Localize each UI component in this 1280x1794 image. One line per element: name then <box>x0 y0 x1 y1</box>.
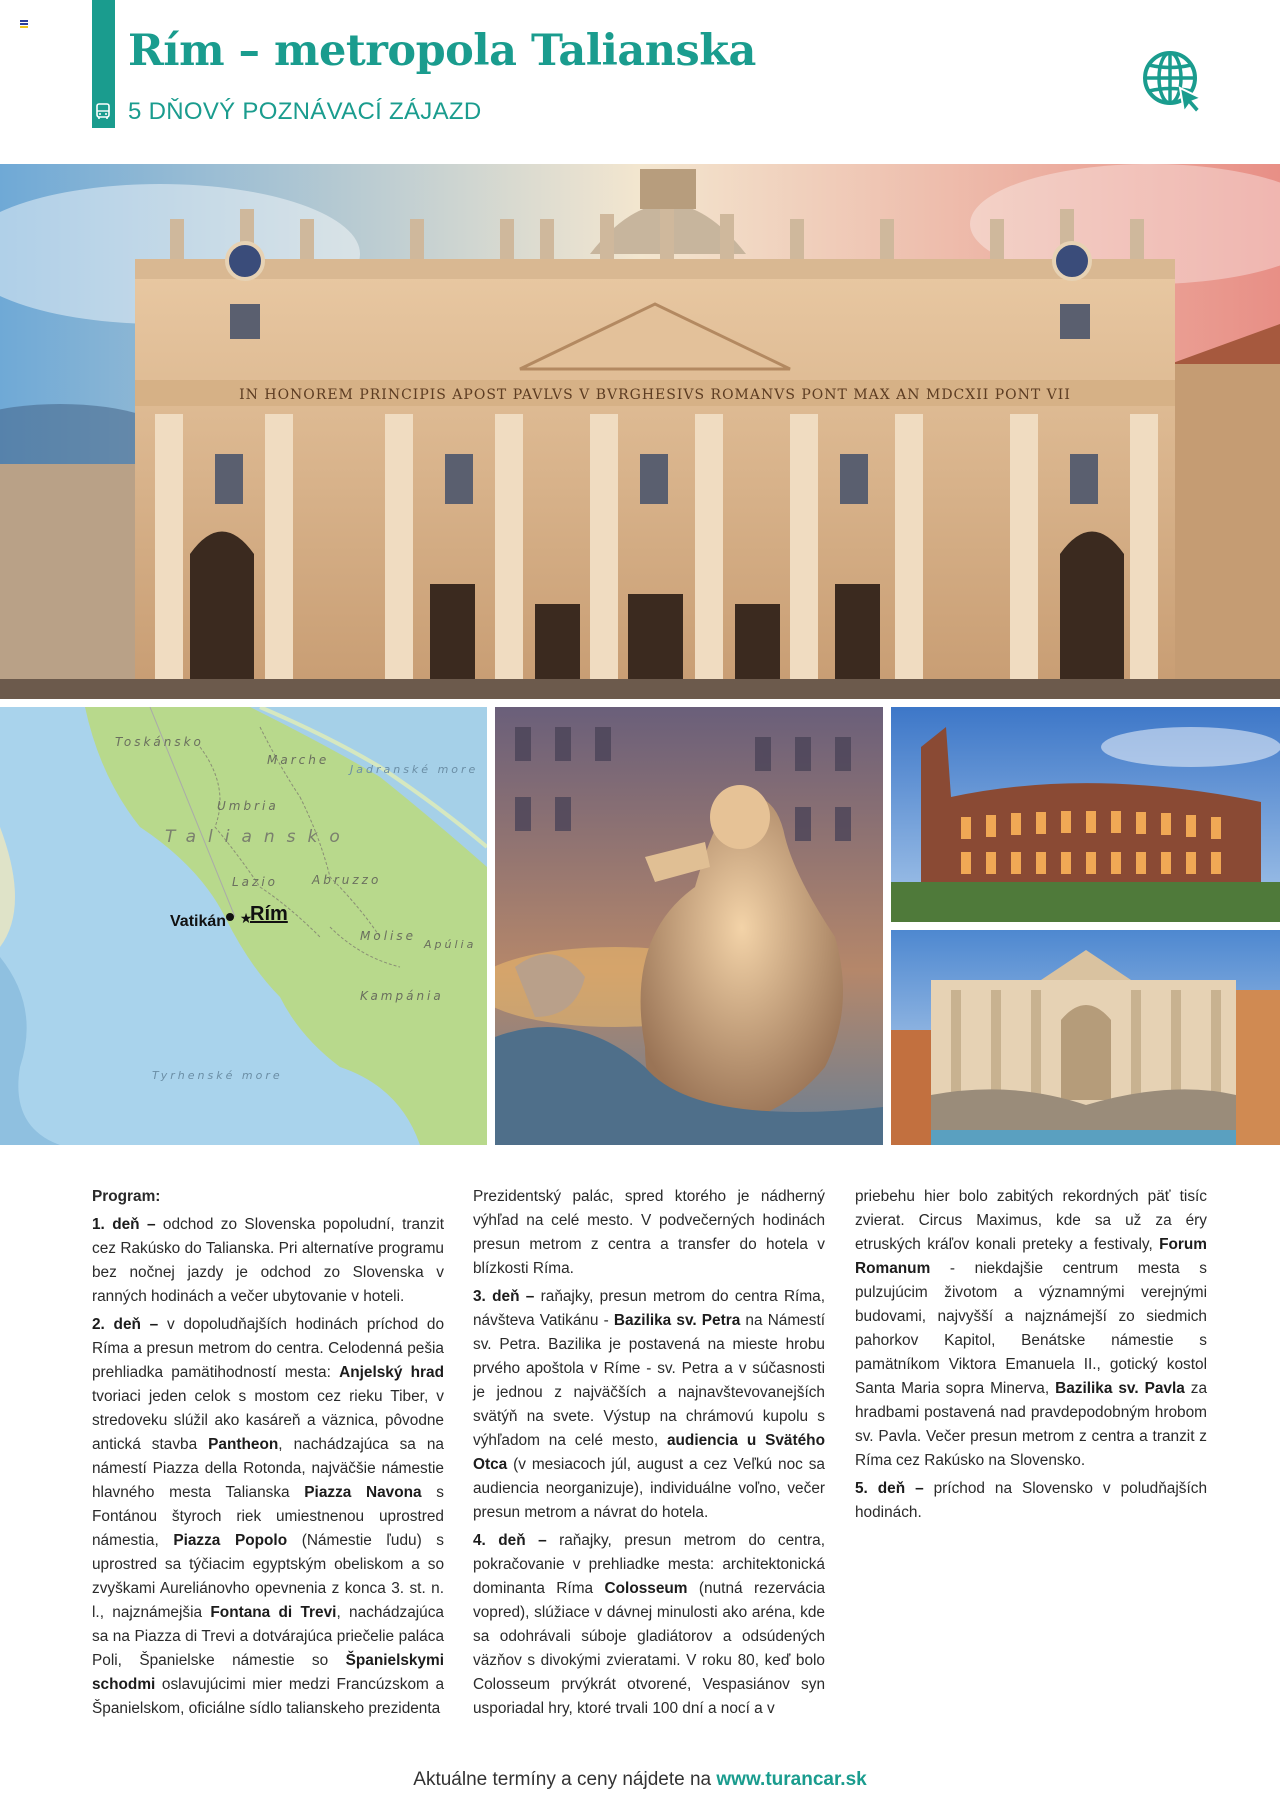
program-day-3: 3. deň – raňajky, presun metrom do centra Ríma, návšteva Vatikánu - Bazilika sv. Petra na Námestí sv. Petra. Bazilika je postavená na mieste hrobu prvého apoštola v Ríme - sv. Petra a v súčasnosti je jednou z najväčších a najnavštevovanejších svätýň na svete. Výstup na chrámovú kupolu s výhľadom na celé mesto, audiencia u Svätého Otca (v mesiacoch júl, august a cez Veľkú noc sa audiencia neorganizuje), individuálne voľno, večer presun metrom a návrat do hotela. <box>473 1288 825 1521</box>
map-label-apulia: Apúlia <box>424 938 477 951</box>
footer-website-link[interactable]: www.turancar.sk <box>716 1769 867 1790</box>
program-day-1: 1. deň – odchod zo Slovenska popoludní, tranzit cez Rakúsko do Talianska. Pri alternatíve programu bez nočnej jazdy je odchod zo Slovenska v ranných hodinách a večer ubytovanie v hoteli. <box>92 1216 445 1305</box>
map-central-italy <box>0 707 487 1145</box>
map-label-umbria: Umbria <box>217 799 279 813</box>
page-subtitle: 5 DŇOVÝ POZNÁVACÍ ZÁJAZD <box>128 98 482 125</box>
map-label-molise: Molise <box>360 929 416 943</box>
program-column-1 <box>92 1185 444 1725</box>
program-day-2-continued: Prezidentský palác, spred ktorého je nádherný výhľad na celé mesto. V podvečerných hodinách presun metrom z centra a transfer do hotela v blízkosti Ríma. <box>473 1188 825 1277</box>
program-day-4: 4. deň – raňajky, presun metrom do centra, pokračovanie v prehliadke mesta: architektonická dominanta Ríma Colosseum (nutná rezervácia vopred), slúžiace v dávnej minulosti ako aréna, kde sa odohrávali súboje gladiátorov a odsúdených väzňov s divokými zvieratami. V roku 80, keď bolo Colosseum prvýkrát otvorené, Vespasiánov syn usporiadal hry, ktoré trvali 100 dní a nocí a v <box>473 1532 826 1717</box>
map-label-abruzzo: Abruzzo <box>312 873 382 887</box>
map-label-kampania: Kampánia <box>360 989 444 1003</box>
page-title: Rím – metropola Talianska <box>128 26 756 76</box>
footer-text: Aktuálne termíny a ceny nájdete na <box>413 1769 717 1790</box>
program-column-2 <box>473 1185 825 1725</box>
photo-fountain-statue <box>495 707 883 1145</box>
facade-inscription: IN HONOREM PRINCIPIS APOST PAVLVS V BVRGHESIVS ROMANVS PONT MAX AN MDCXII PONT VII <box>239 387 1071 403</box>
globe-cursor-icon[interactable] <box>1140 48 1210 118</box>
map-label-taliansko: Taliansko <box>165 827 352 847</box>
map-label-lazio: Lazio <box>232 875 279 889</box>
photo-colosseum <box>891 707 1280 922</box>
map-label-marche: Marche <box>267 753 330 767</box>
hero-image-st-peters-basilica <box>0 164 1280 699</box>
program-label: Program: <box>92 1188 161 1205</box>
program-day-4-continued: priebehu hier bolo zabitých rekordných päť tisíc zvierat. Circus Maximus, kde sa už za éry etruských kráľov konali preteky a festivaly, Forum Romanum - niekdajšie centrum mesta s pulzujúcim životom a významnými verejnými budovami, najvyšší a najznámejší zo siedmich pahorkov Kapitol, Benátske námestie s pamätníkom Viktora Emanuela II., gotický kostol Santa Maria sopra Minerva, Bazilika sv. Pavla za hradbami postavená nad pravdepodobným hrobom sv. Pavla. Večer presun metrom z centra a tranzit z Ríma cez Rakúsko na Slovensko. <box>855 1188 1208 1469</box>
footer-note <box>0 1769 1280 1791</box>
map-label-jadranske-more: Jadranské more <box>350 763 479 776</box>
map-label-toskansko: Toskánsko <box>115 735 204 749</box>
flag-icon <box>20 20 28 28</box>
svg-text:★: ★ <box>239 910 253 926</box>
program-day-2: 2. deň – v dopoludňajších hodinách príchod do Ríma a presun metrom do centra. Celodenná pešia prehliadka pamätihodností mesta: Anjelský hrad tvoriaci jeden celok s mostom cez rieku Tiber, v stredoveku slúžil ako kasáreň a väznica, pôvodne antická stavba Pantheon, nachádzajúca sa na námestí Piazza della Rotonda, najväčšie námestie hlavného mesta Talianska Piazza Navona s Fontánou štyroch riek umiestnenou uprostred námestia, Piazza Popolo (Námestie ľudu) s uprostred sa týčiacim egyptským obeliskom a so zvyškami Aureliánovho opevnenia z konca 3. st. n. l., najznámejšia Fontana di Trevi, nachádzajúca sa na Piazza di Trevi a dotvárajúca priečelie paláca Poli, Španielske námestie so Španielskymi schodmi oslavujúcimi mier medzi Francúzskom a Španielskom, oficiálne sídlo talianskeho prezidenta <box>92 1316 445 1717</box>
map-city-rim: Rím <box>250 903 288 925</box>
bus-icon <box>92 100 114 122</box>
photo-fontana-di-trevi <box>891 930 1280 1145</box>
program-day-5: 5. deň – príchod na Slovensko v poludňajších hodinách. <box>855 1480 1208 1521</box>
map-label-tyrhenske-more: Tyrhenské more <box>152 1069 283 1082</box>
program-column-3 <box>855 1185 1207 1529</box>
map-city-vatikan: Vatikán <box>170 913 227 930</box>
